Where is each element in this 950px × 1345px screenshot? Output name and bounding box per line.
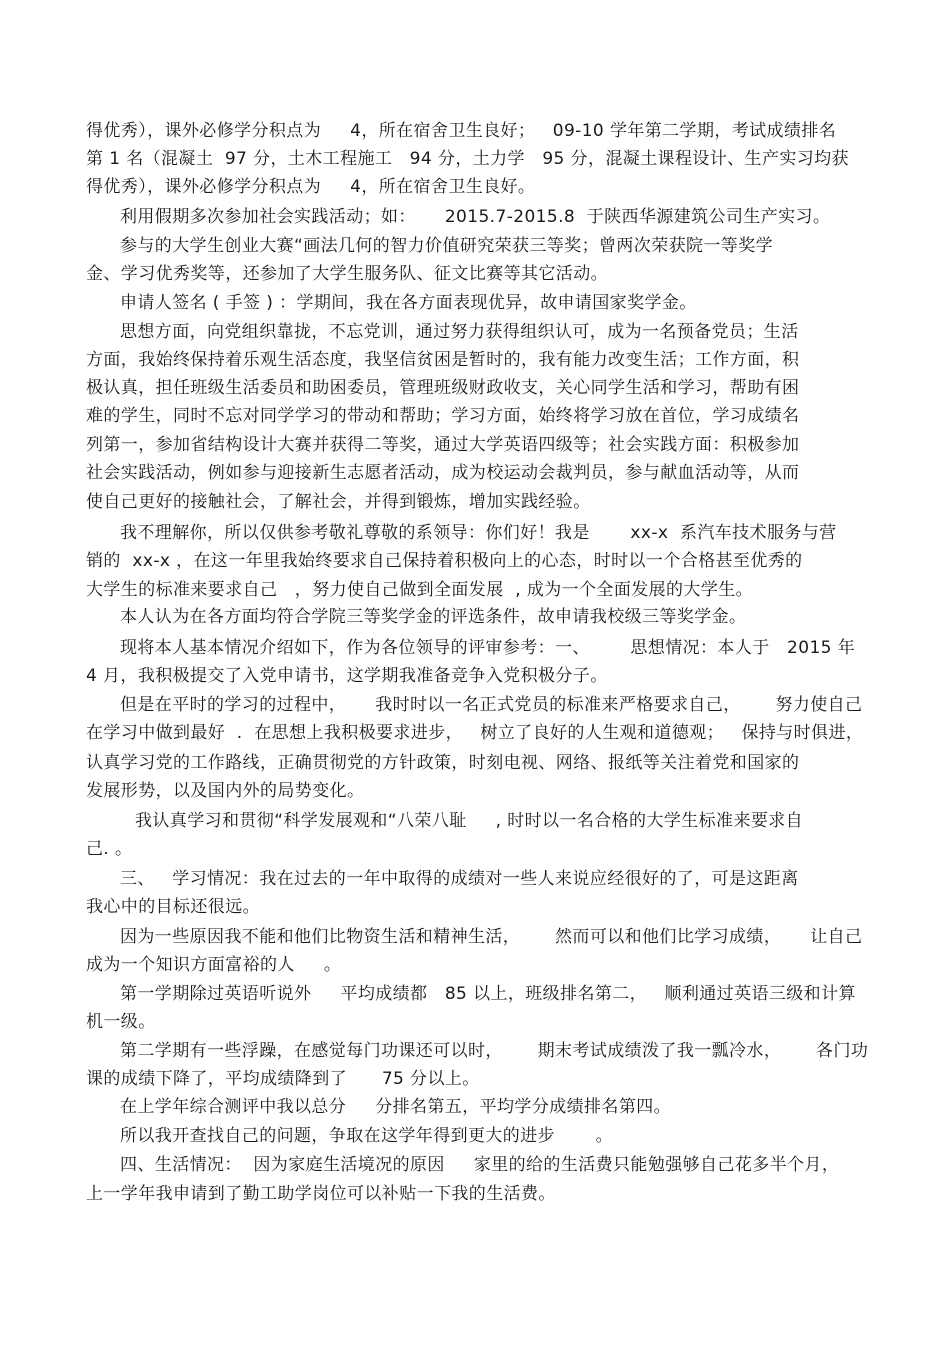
text-line: 我认真学习和贯彻“科学发展观和“八荣八耻 , 时时以一名合格的大学生标准来要求自 xyxy=(135,811,804,831)
text-line: 销的 xx-x ，在这一年里我始终要求自己保持着积极向上的心态，时时以一个合格甚至优秀的 xyxy=(86,551,803,571)
text-line: 列第一，参加省结构设计大赛并获得二等奖，通过大学英语四级等；社会实践方面：积极参加 xyxy=(86,435,800,455)
text-line: 但是在平时的学习的过程中， 我时时以一名正式党员的标准来严格要求自己， 努力使自己 xyxy=(120,695,863,715)
text-line: 4 月，我积极提交了入党申请书，这学期我准备竞争入党积极分子。 xyxy=(86,666,608,686)
text-line: 四、生活情况： 因为家庭生活境况的原因 家里的给的生活费只能勉强够自己花多半个月， xyxy=(120,1155,840,1175)
text-line: 第 1 名（混凝土 97 分，土木工程施工 94 分，土力学 95 分，混凝土课程设计、生产实习均获 xyxy=(86,149,849,169)
text-line: 第二学期有一些浮躁，在感觉每门功课还可以时， 期末考试成绩泼了我一瓢冷水， 各门功 xyxy=(120,1041,869,1061)
text-line: 认真学习党的工作路线，正确贯彻党的方针政策，时刻电视、网络、报纸等关注着党和国家的 xyxy=(86,753,800,773)
text-line: 课的成绩下降了，平均成绩降到了 75 分以上。 xyxy=(86,1069,480,1089)
text-line: 本人认为在各方面均符合学院三等奖学金的评选条件，故申请我校级三等奖学金。 xyxy=(120,607,747,627)
text-line: 成为一个知识方面富裕的人 。 xyxy=(86,955,342,975)
text-line: 思想方面，向党组织靠拢，不忘党训，通过努力获得组织认可，成为一名预备党员；生活 xyxy=(120,322,799,342)
text-line: 机一级。 xyxy=(86,1012,156,1032)
text-line: 使自己更好的接触社会，了解社会，并得到锻炼，增加实践经验。 xyxy=(86,492,591,512)
text-line: 在上学年综合测评中我以总分 分排名第五，平均学分成绩排名第四。 xyxy=(120,1097,672,1117)
text-line: 三、 学习情况：我在过去的一年中取得的成绩对一些人来说应经很好的了，可是这距离 xyxy=(120,869,799,889)
text-line: 第一学期除过英语听说外 平均成绩都 85 以上，班级排名第二， 顺利通过英语三级和计算 xyxy=(120,984,856,1004)
text-line: 发展形势，以及国内外的局势变化。 xyxy=(86,781,365,801)
text-line: 参与的大学生创业大赛“画法几何的智力价值研究荣获三等奖；曾两次荣获院一等奖学 xyxy=(120,236,774,256)
text-line: 得优秀），课外必修学分积点为 4，所在宿舍卫生良好； 09-10 学年第二学期，考试成绩排名 xyxy=(86,121,837,141)
text-line: 因为一些原因我不能和他们比物资生活和精神生活， 然而可以和他们比学习成绩， 让自己 xyxy=(120,927,863,947)
text-line: 难的学生，同时不忘对同学学习的带动和帮助；学习方面，始终将学习放在首位，学习成绩名 xyxy=(86,406,800,426)
text-line: 大学生的标准来要求自己 ，努力使自己做到全面发展 , 成为一个全面发展的大学生。 xyxy=(86,580,754,600)
text-line: 己. 。 xyxy=(86,839,133,859)
text-line: 得优秀），课外必修学分积点为 4，所在宿舍卫生良好。 xyxy=(86,177,536,197)
text-line: 现将本人基本情况介绍如下，作为各位领导的评审参考：一、 思想情况：本人于 2015 年 xyxy=(120,638,856,658)
text-line: 上一学年我申请到了勤工助学岗位可以补贴一下我的生活费。 xyxy=(86,1184,556,1204)
text-line: 在学习中做到最好 . 在思想上我积极要求进步， 树立了良好的人生观和道德观； 保持与时俱进， xyxy=(86,723,864,743)
text-line: 方面，我始终保持着乐观生活态度，我坚信贫困是暂时的，我有能力改变生活；工作方面，积 xyxy=(86,350,800,370)
text-line: 我心中的目标还很远。 xyxy=(86,897,260,917)
text-line: 申请人签名 ( 手签 ) ：学期间，我在各方面表现优异，故申请国家奖学金。 xyxy=(120,293,697,313)
text-line: 所以我开查找自己的问题，争取在这学年得到更大的进步 。 xyxy=(120,1126,614,1146)
text-line: 金、学习优秀奖等，还参加了大学生服务队、征文比赛等其它活动。 xyxy=(86,264,608,284)
text-line: 利用假期多次参加社会实践活动；如： 2015.7-2015.8 于陕西华源建筑公司生产实习。 xyxy=(120,207,831,227)
text-line: 极认真，担任班级生活委员和助困委员，管理班级财政收支，关心同学生活和学习，帮助有困 xyxy=(86,378,800,398)
text-line: 我不理解你，所以仅供参考敬礼尊敬的系领导：你们好！我是 xx-x 系汽车技术服务与营 xyxy=(120,523,837,543)
text-line: 社会实践活动，例如参与迎接新生志愿者活动，成为校运动会裁判员，参与献血活动等，从而 xyxy=(86,463,800,483)
